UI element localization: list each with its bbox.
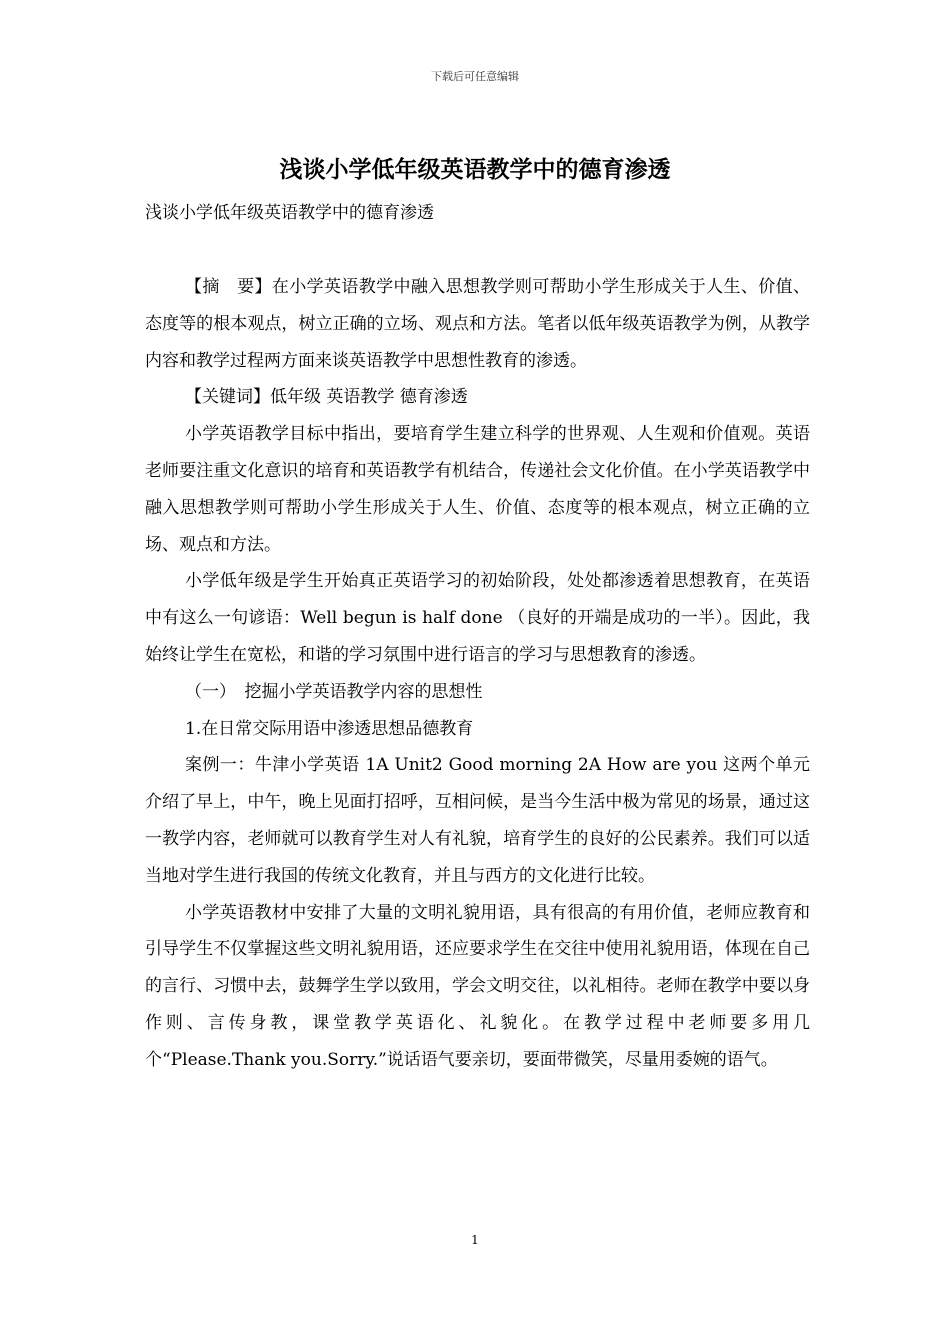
keywords-text: 低年级 英语教学 德育渗透: [270, 387, 468, 408]
body-paragraph: 小学英语教学目标中指出，要培育学生建立科学的世界观、人生观和价值观。英语老师要注重文化意识的培育和英语教学有机结合，传递社会文化价值。在小学英语教学中融入思想教学则可帮助小学生形成关于人生、价值、态度等的根本观点，树立正确的立场、观点和方法。: [145, 424, 810, 555]
keywords-paragraph: [145, 379, 810, 416]
section-heading: （一） 挖掘小学英语教学内容的思想性: [185, 681, 483, 702]
page-header-note: 下载后可任意编辑: [431, 70, 519, 83]
document-subtitle: 浅谈小学低年级英语教学中的德育渗透: [145, 203, 434, 223]
body-paragraph: 案例一：牛津小学英语 1A Unit2 Good morning 2A How are you 这两个单元介绍了早上，中午，晚上见面打招呼，互相问候，是当今生活中极为常见的场景，通过这一教学内容，老师就可以教育学生对人有礼貌，培育学生的良好的公民素养。我们可以适当地对学生进行我国的传统文化教育，并且与西方的文化进行比较。: [145, 755, 810, 886]
body-paragraph: 小学低年级是学生开始真正英语学习的初始阶段，处处都渗透着思想教育，在英语中有这么一句谚语：Well begun is half done （良好的开端是成功的一半）。因此，我始终让学生在宽松，和谐的学习氛围中进行语言的学习与思想教育的渗透。: [145, 571, 810, 665]
page-number: 1: [471, 1233, 479, 1247]
document-body: [145, 269, 810, 1079]
body-paragraph: 小学英语教材中安排了大量的文明礼貌用语，具有很高的有用价值，老师应教育和引导学生不仅掌握这些文明礼貌用语，还应要求学生在交往中使用礼貌用语，体现在自己的言行、习惯中去，鼓舞学生学以致用，学会文明交往，以礼相待。老师在教学中要以身作则、言传身教，课堂教学英语化、礼貌化。在教学过程中老师要多用几个“Please.Thank you.Sorry.”说话语气要亲切，要面带微笑，尽量用委婉的语气。: [145, 902, 810, 1070]
abstract-text: 在小学英语教学中融入思想教学则可帮助小学生形成关于人生、价值、态度等的根本观点，树立正确的立场、观点和方法。笔者以低年级英语教学为例，从教学内容和教学过程两方面来谈英语教学中思想性教育的渗透。: [145, 277, 811, 371]
subsection-heading: 1.在日常交际用语中渗透思想品德教育: [185, 718, 474, 739]
abstract-label: 【摘 要】: [185, 277, 272, 297]
abstract-paragraph: [145, 269, 810, 379]
document-title: 浅谈小学低年级英语教学中的德育渗透: [279, 156, 671, 183]
keywords-label: 【关键词】: [185, 387, 270, 408]
